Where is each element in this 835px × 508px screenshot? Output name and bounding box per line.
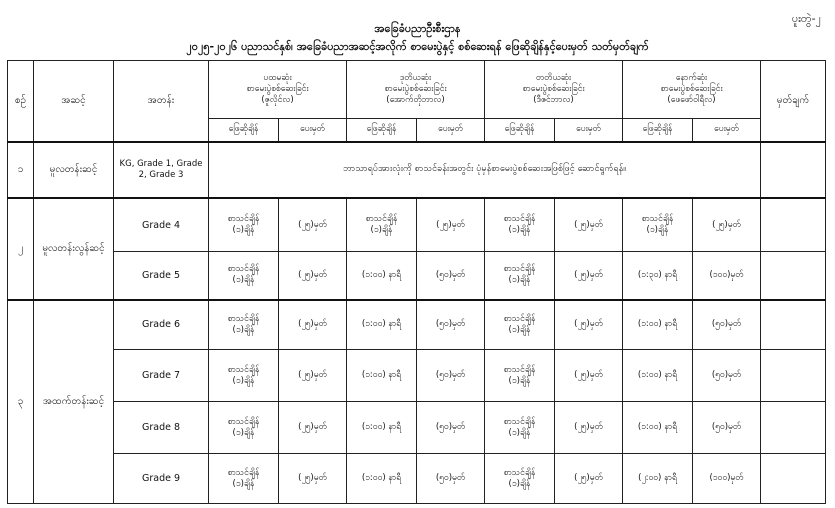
time-cell: စာသင်ချိန် (၁)ချိန် (209, 252, 279, 300)
time-cell: (၁:၀၀) နာရီ (347, 300, 417, 350)
remark-cell (761, 198, 826, 252)
stage-middle: မူလတန်းလွန်ဆင့် (34, 198, 114, 300)
remark-cell (761, 402, 826, 454)
remark-cell (761, 252, 826, 300)
time-cell: (၁:၃၀) နာရီ (623, 252, 693, 300)
marks-cell: (၂၅)မှတ် (279, 454, 347, 504)
marks-cell: (၂၅)မှတ် (279, 252, 347, 300)
marks-cell: (၅၀)မှတ် (693, 350, 761, 402)
time-cell: (၁:၀၀) နာရီ (623, 300, 693, 350)
department-title: အခြေခံပညာဦးစီးဌာန (374, 22, 461, 35)
time-cell: (၂:၀၀) နာရီ (623, 454, 693, 504)
time-cell: (၁:၀၀) နာရီ (623, 350, 693, 402)
marks-cell: (၂၅)မှတ် (555, 198, 623, 252)
time-cell: (၁:၀၀) နာရီ (623, 402, 693, 454)
time-cell: စာသင်ချိန် (၁)ချိန် (485, 454, 555, 504)
stage-high: အထက်တန်းဆင့် (34, 300, 114, 504)
time-cell: (၁:၀၀) နာရီ (347, 350, 417, 402)
time-cell: စာသင်ချိန် (၁)ချိန် (485, 402, 555, 454)
sub-header-time: ဖြေဆိုချိန် (347, 119, 417, 142)
marks-cell: (၅၀)မှတ် (693, 300, 761, 350)
col-header-no: စဉ် (8, 61, 34, 142)
sub-header-time: ဖြေဆိုချိန် (485, 119, 555, 142)
grade-label: Grade 8 (114, 402, 209, 454)
marks-cell: (၂၅)မှတ် (279, 198, 347, 252)
remark-cell (761, 300, 826, 350)
marks-cell: (၁၀၀)မှတ် (693, 252, 761, 300)
marks-cell: (၅၀)မှတ် (417, 402, 485, 454)
marks-cell: (၂၅)မှတ် (555, 252, 623, 300)
marks-cell: (၂၅)မှတ် (693, 198, 761, 252)
marks-cell: (၂၅)မှတ် (417, 198, 485, 252)
marks-cell: (၂၅)မှတ် (279, 402, 347, 454)
sub-header-time: ဖြေဆိုချိန် (209, 119, 279, 142)
time-cell: စာသင်ချိန် (၁)ချိန် (347, 198, 417, 252)
time-cell: (၁:၀၀) နာရီ (347, 402, 417, 454)
marks-cell: (၂၅)မှတ် (279, 350, 347, 402)
time-cell: စာသင်ချိန် (၁)ချိန် (485, 198, 555, 252)
exam-schedule-table (7, 60, 826, 504)
time-cell: စာသင်ချိန် (၁)ချိန် (209, 198, 279, 252)
document-title: ၂၀၂၅-၂၀၂၆ ပညာသင်နှစ်၊ အခြေခံပညာအဆင့်အလိုက် စာမေးပွဲနှင့် စစ်ဆေးရန် ဖြေဆိုချိန်နှင့်ပေးမှတ် သတ်မှတ်ချက် (186, 40, 649, 53)
grade-label: Grade 4 (114, 198, 209, 252)
appendix-label: ပူးတွဲ-၂ (791, 12, 821, 25)
grade-label: Grade 5 (114, 252, 209, 300)
time-cell: စာသင်ချိန် (၁)ချိန် (209, 454, 279, 504)
remark-cell (761, 454, 826, 504)
time-cell: စာသင်ချိန် (၁)ချိန် (209, 350, 279, 402)
marks-cell: (၂၅)မှတ် (555, 454, 623, 504)
sub-header-marks: ပေးမှတ် (693, 119, 761, 142)
col-header-period-2: ဒုတိယဆုံး စာမေးပွဲစစ်ဆေးခြင်း (အောက်တိုဘာလ) (347, 61, 485, 119)
marks-cell: (၅၀)မှတ် (417, 300, 485, 350)
grade-label: Grade 6 (114, 300, 209, 350)
time-cell: (၁:၀၀) နာရီ (347, 454, 417, 504)
grade-label: Grade 7 (114, 350, 209, 402)
marks-cell: (၅၀)မှတ် (693, 402, 761, 454)
stage-primary: မူလတန်းဆင့် (34, 142, 114, 198)
row-no: ၂ (8, 198, 34, 300)
time-cell: စာသင်ချိန် (၁)ချိန် (209, 402, 279, 454)
time-cell: စာသင်ချိန် (၁)ချိန် (209, 300, 279, 350)
remark-cell (761, 142, 826, 198)
remark-cell (761, 350, 826, 402)
time-cell: စာသင်ချိန် (၁)ချိန် (485, 350, 555, 402)
primary-grades: KG, Grade 1, Grade 2, Grade 3 (114, 142, 209, 198)
col-header-grade: အတန်း (114, 61, 209, 142)
col-header-stage: အဆင့် (34, 61, 114, 142)
row-no: ၁ (8, 142, 34, 198)
marks-cell: (၂၅)မှတ် (555, 300, 623, 350)
col-header-period-4: နောက်ဆုံး စာမေးပွဲစစ်ဆေးခြင်း (ဖေဖော်ဝါရီလ) (623, 61, 761, 119)
time-cell: (၁:၀၀) နာရီ (347, 252, 417, 300)
sub-header-time: ဖြေဆိုချိန် (623, 119, 693, 142)
row-no: ၃ (8, 300, 34, 504)
col-header-period-1: ပထမဆုံး စာမေးပွဲစစ်ဆေးခြင်း (ဇူလိုင်လ) (209, 61, 347, 119)
time-cell: စာသင်ချိန် (၁)ချိန် (485, 300, 555, 350)
marks-cell: (၅၀)မှတ် (417, 252, 485, 300)
sub-header-marks: ပေးမှတ် (417, 119, 485, 142)
grade-label: Grade 9 (114, 454, 209, 504)
marks-cell: (၂၅)မှတ် (555, 350, 623, 402)
marks-cell: (၁၀၀)မှတ် (693, 454, 761, 504)
primary-assessment-note: ဘာသာရပ်အားလုံးကို စာသင်ခန်းအတွင်း ပုံမှန်စာမေးပွဲစစ်ဆေးအဖြစ်ဖြင့် ဆောင်ရွက်ရန်။ (209, 142, 761, 198)
sub-header-marks: ပေးမှတ် (279, 119, 347, 142)
col-header-remark: မှတ်ချက် (761, 61, 826, 142)
marks-cell: (၅၀)မှတ် (417, 350, 485, 402)
time-cell: စာသင်ချိန် (၁)ချိန် (623, 198, 693, 252)
marks-cell: (၂၅)မှတ် (279, 300, 347, 350)
sub-header-marks: ပေးမှတ် (555, 119, 623, 142)
marks-cell: (၅၀)မှတ် (417, 454, 485, 504)
marks-cell: (၂၅)မှတ် (555, 402, 623, 454)
time-cell: စာသင်ချိန် (၁)ချိန် (485, 252, 555, 300)
col-header-period-3: တတိယဆုံး စာမေးပွဲစစ်ဆေးခြင်း (ဒီဇင်ဘာလ) (485, 61, 623, 119)
